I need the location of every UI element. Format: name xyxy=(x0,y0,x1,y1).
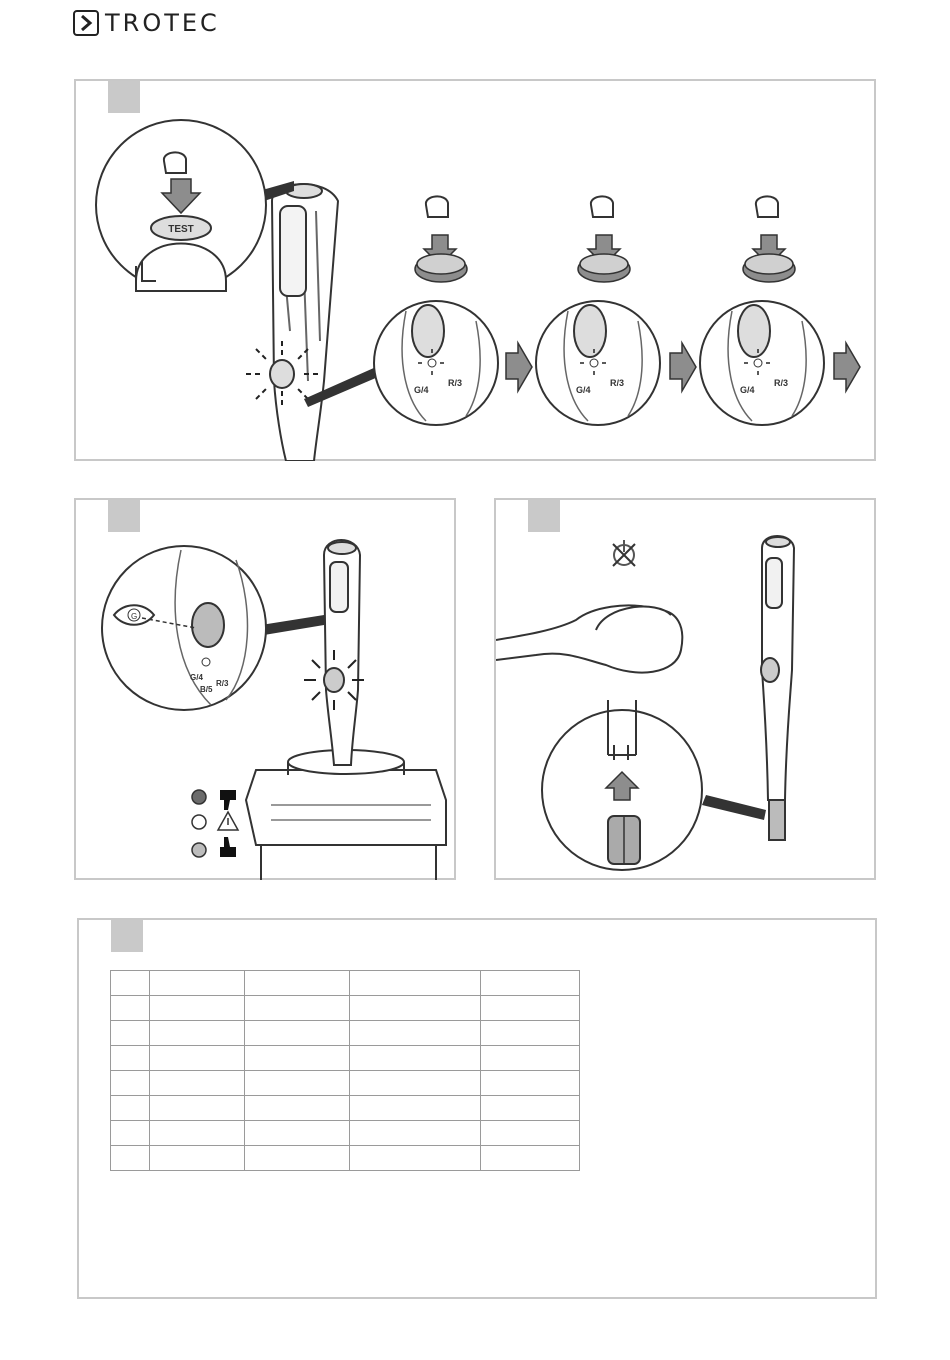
led-status-legend xyxy=(192,790,238,857)
table-cell xyxy=(245,1071,350,1096)
power-off-icon xyxy=(613,540,635,566)
status-dot-bad xyxy=(192,790,206,804)
svg-text:G/4: G/4 xyxy=(414,385,429,395)
figure-2-illustration xyxy=(76,500,456,880)
table-row xyxy=(111,971,580,996)
table-cell xyxy=(111,1021,150,1046)
table-cell xyxy=(350,1021,481,1046)
device-body xyxy=(761,536,794,840)
table-row xyxy=(111,1096,580,1121)
finger-press-icon xyxy=(756,196,778,217)
zoom-circle-led xyxy=(102,546,266,710)
status-dot-warning xyxy=(192,815,206,829)
table-cell xyxy=(350,1096,481,1121)
table-cell xyxy=(150,1146,245,1171)
svg-text:B/5: B/5 xyxy=(200,685,213,694)
table-cell xyxy=(245,1046,350,1071)
storage-jar xyxy=(246,750,446,880)
table-cell xyxy=(350,971,481,996)
svg-text:R/3: R/3 xyxy=(448,378,463,388)
table-cell xyxy=(150,1071,245,1096)
brand-name: TROTEC xyxy=(105,9,220,37)
table-row xyxy=(111,1071,580,1096)
table-cell xyxy=(481,1046,580,1071)
table-cell xyxy=(481,1096,580,1121)
table-cell xyxy=(150,1096,245,1121)
table-cell xyxy=(481,996,580,1021)
svg-text:R/3: R/3 xyxy=(216,679,229,688)
led-label: G xyxy=(131,612,138,621)
svg-text:R/3: R/3 xyxy=(610,378,625,388)
table-cell xyxy=(350,1046,481,1071)
status-dot-good xyxy=(192,843,206,857)
table-cell xyxy=(245,1096,350,1121)
arrow-right-icon xyxy=(670,343,696,391)
figure-1-panel xyxy=(74,79,876,461)
thumbs-up-icon xyxy=(220,837,236,857)
table-cell xyxy=(150,1021,245,1046)
table-cell xyxy=(150,971,245,996)
figure-3-illustration xyxy=(496,500,876,880)
table-cell xyxy=(245,1021,350,1046)
table-cell xyxy=(481,1071,580,1096)
test-button-label: TEST xyxy=(168,224,194,235)
table-cell xyxy=(150,1121,245,1146)
table-cell xyxy=(350,996,481,1021)
svg-text:G/4: G/4 xyxy=(740,385,755,395)
table-cell xyxy=(481,1146,580,1171)
brand-logo xyxy=(73,8,220,38)
hand-cloth-icon xyxy=(496,605,682,672)
table-cell xyxy=(111,971,150,996)
table-row xyxy=(111,996,580,1021)
table-row xyxy=(111,1146,580,1171)
svg-text:G/4: G/4 xyxy=(190,673,203,682)
svg-text:G/4: G/4 xyxy=(576,385,591,395)
table-cell xyxy=(111,996,150,1021)
battery-icon xyxy=(608,816,640,864)
sequence-step-1 xyxy=(374,196,532,425)
table-cell xyxy=(245,971,350,996)
table-row xyxy=(111,1021,580,1046)
table-row xyxy=(111,1121,580,1146)
chevron-right-icon xyxy=(73,10,99,36)
table-cell xyxy=(245,996,350,1021)
figure-3-panel xyxy=(494,498,876,880)
step-number-box xyxy=(111,920,143,952)
table-cell xyxy=(111,1121,150,1146)
data-table xyxy=(110,970,580,1171)
table-cell xyxy=(481,1021,580,1046)
sequence-step-3 xyxy=(700,196,860,425)
table-row xyxy=(111,1046,580,1071)
table-cell xyxy=(245,1121,350,1146)
sequence-step-2 xyxy=(536,196,696,425)
figure-1-illustration xyxy=(76,81,876,461)
table-cell xyxy=(150,1046,245,1071)
arrow-right-icon xyxy=(834,343,860,391)
table-cell xyxy=(481,971,580,996)
arrow-right-icon xyxy=(506,343,532,391)
finger-press-icon xyxy=(426,196,448,217)
svg-text:R/3: R/3 xyxy=(774,378,789,388)
table-cell xyxy=(350,1146,481,1171)
device-body xyxy=(324,540,360,765)
finger-press-icon xyxy=(164,152,186,173)
table-cell xyxy=(350,1121,481,1146)
finger-press-icon xyxy=(591,196,613,217)
table-cell xyxy=(350,1071,481,1096)
table-cell xyxy=(150,996,245,1021)
table-cell xyxy=(481,1121,580,1146)
figure-2-panel xyxy=(74,498,456,880)
device-body xyxy=(270,184,338,461)
table-cell xyxy=(245,1146,350,1171)
table-cell xyxy=(111,1046,150,1071)
table-cell xyxy=(111,1096,150,1121)
table-cell xyxy=(111,1146,150,1171)
table-cell xyxy=(111,1071,150,1096)
thumbs-down-icon xyxy=(220,790,236,810)
